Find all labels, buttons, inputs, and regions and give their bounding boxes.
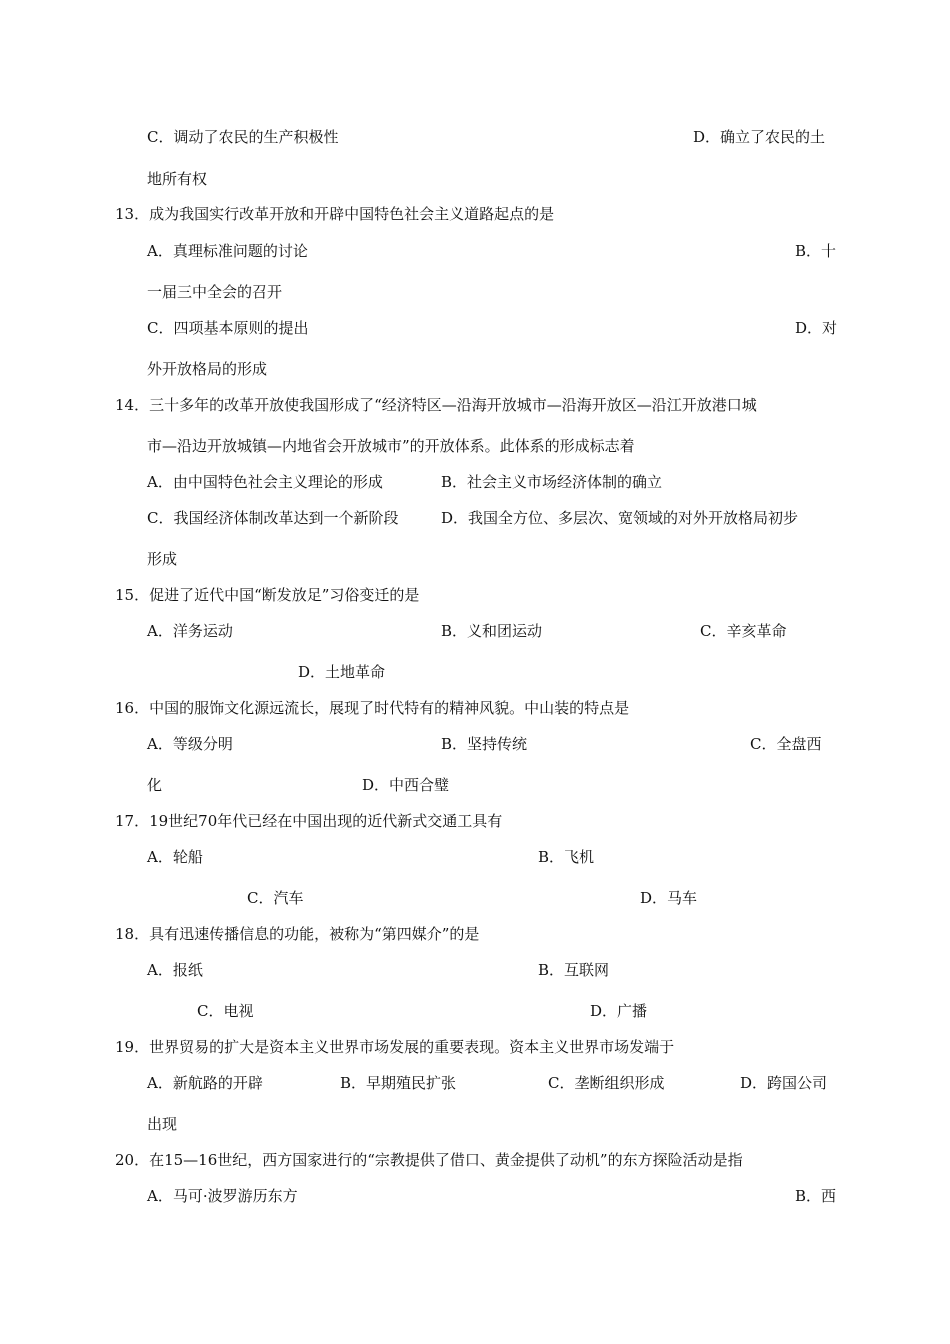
- option-b: B．义和团运动: [441, 622, 543, 640]
- question-17: 17．19世纪70年代已经在中国出现的近代新式交通工具有: [115, 812, 503, 830]
- option-a: A．轮船: [147, 848, 203, 866]
- option-b: B．飞机: [538, 848, 595, 866]
- option-d: D．中西合璧: [362, 776, 450, 794]
- option-d-continued: 出现: [147, 1115, 178, 1133]
- option-b: B．早期殖民扩张: [340, 1074, 457, 1092]
- option-c: C．垄断组织形成: [548, 1074, 665, 1092]
- option-d: D．土地革命: [298, 663, 386, 681]
- question-14: 14．三十多年的改革开放使我国形成了“经济特区—沿海开放城市—沿海开放区—沿江开放港口城: [115, 396, 757, 414]
- option-d-continued: 形成: [147, 550, 178, 568]
- option-a: A．马可·波罗游历东方: [147, 1187, 298, 1205]
- option-c: C．辛亥革命: [700, 622, 787, 640]
- question-15: 15．促进了近代中国“断发放足”习俗变迁的是: [115, 586, 420, 604]
- question-14-continued: 市—沿边开放城镇—内地省会开放城市”的开放体系。此体系的形成标志着: [147, 437, 635, 455]
- option-a: A．等级分明: [147, 735, 233, 753]
- option-d-continued: 外开放格局的形成: [147, 360, 268, 378]
- option-b: B．十: [795, 242, 837, 260]
- option-c: C．电视: [197, 1002, 254, 1020]
- question-19: 19．世界贸易的扩大是资本主义世界市场发展的重要表现。资本主义世界市场发端于: [115, 1038, 675, 1056]
- option-d: D．确立了农民的土: [693, 128, 826, 146]
- option-c: C．汽车: [247, 889, 304, 907]
- option-a: A．由中国特色社会主义理论的形成: [147, 473, 383, 491]
- option-b: B．坚持传统: [441, 735, 528, 753]
- option-b: B．西: [795, 1187, 837, 1205]
- question-16: 16．中国的服饰文化源远流长，展现了时代特有的精神风貌。中山装的特点是: [115, 699, 630, 717]
- option-d: D．跨国公司: [740, 1074, 828, 1092]
- question-20: 20．在15—16世纪，西方国家进行的“宗教提供了借口、黄金提供了动机”的东方探险活动是指: [115, 1151, 743, 1169]
- option-d: D．我国全方位、多层次、宽领域的对外开放格局初步: [441, 509, 799, 527]
- option-c: C．全盘西: [750, 735, 822, 753]
- option-c: C．四项基本原则的提出: [147, 319, 309, 337]
- option-b: B．社会主义市场经济体制的确立: [441, 473, 663, 491]
- option-d: D．广播: [590, 1002, 648, 1020]
- option-a: A．洋务运动: [147, 622, 233, 640]
- question-13: 13．成为我国实行改革开放和开辟中国特色社会主义道路起点的是: [115, 205, 555, 223]
- option-d: D．马车: [640, 889, 698, 907]
- option-a: A．真理标准问题的讨论: [147, 242, 308, 260]
- option-c: C．我国经济体制改革达到一个新阶段: [147, 509, 399, 527]
- question-18: 18．具有迅速传播信息的功能，被称为“第四媒介”的是: [115, 925, 480, 943]
- option-b-continued: 一届三中全会的召开: [147, 283, 283, 301]
- option-a: A．报纸: [147, 961, 203, 979]
- option-d-continued: 地所有权: [147, 170, 208, 188]
- option-b: B．互联网: [538, 961, 610, 979]
- option-c: C．调动了农民的生产积极性: [147, 128, 339, 146]
- option-c-continued: 化: [147, 776, 163, 794]
- option-a: A．新航路的开辟: [147, 1074, 263, 1092]
- option-d: D．对: [795, 319, 838, 337]
